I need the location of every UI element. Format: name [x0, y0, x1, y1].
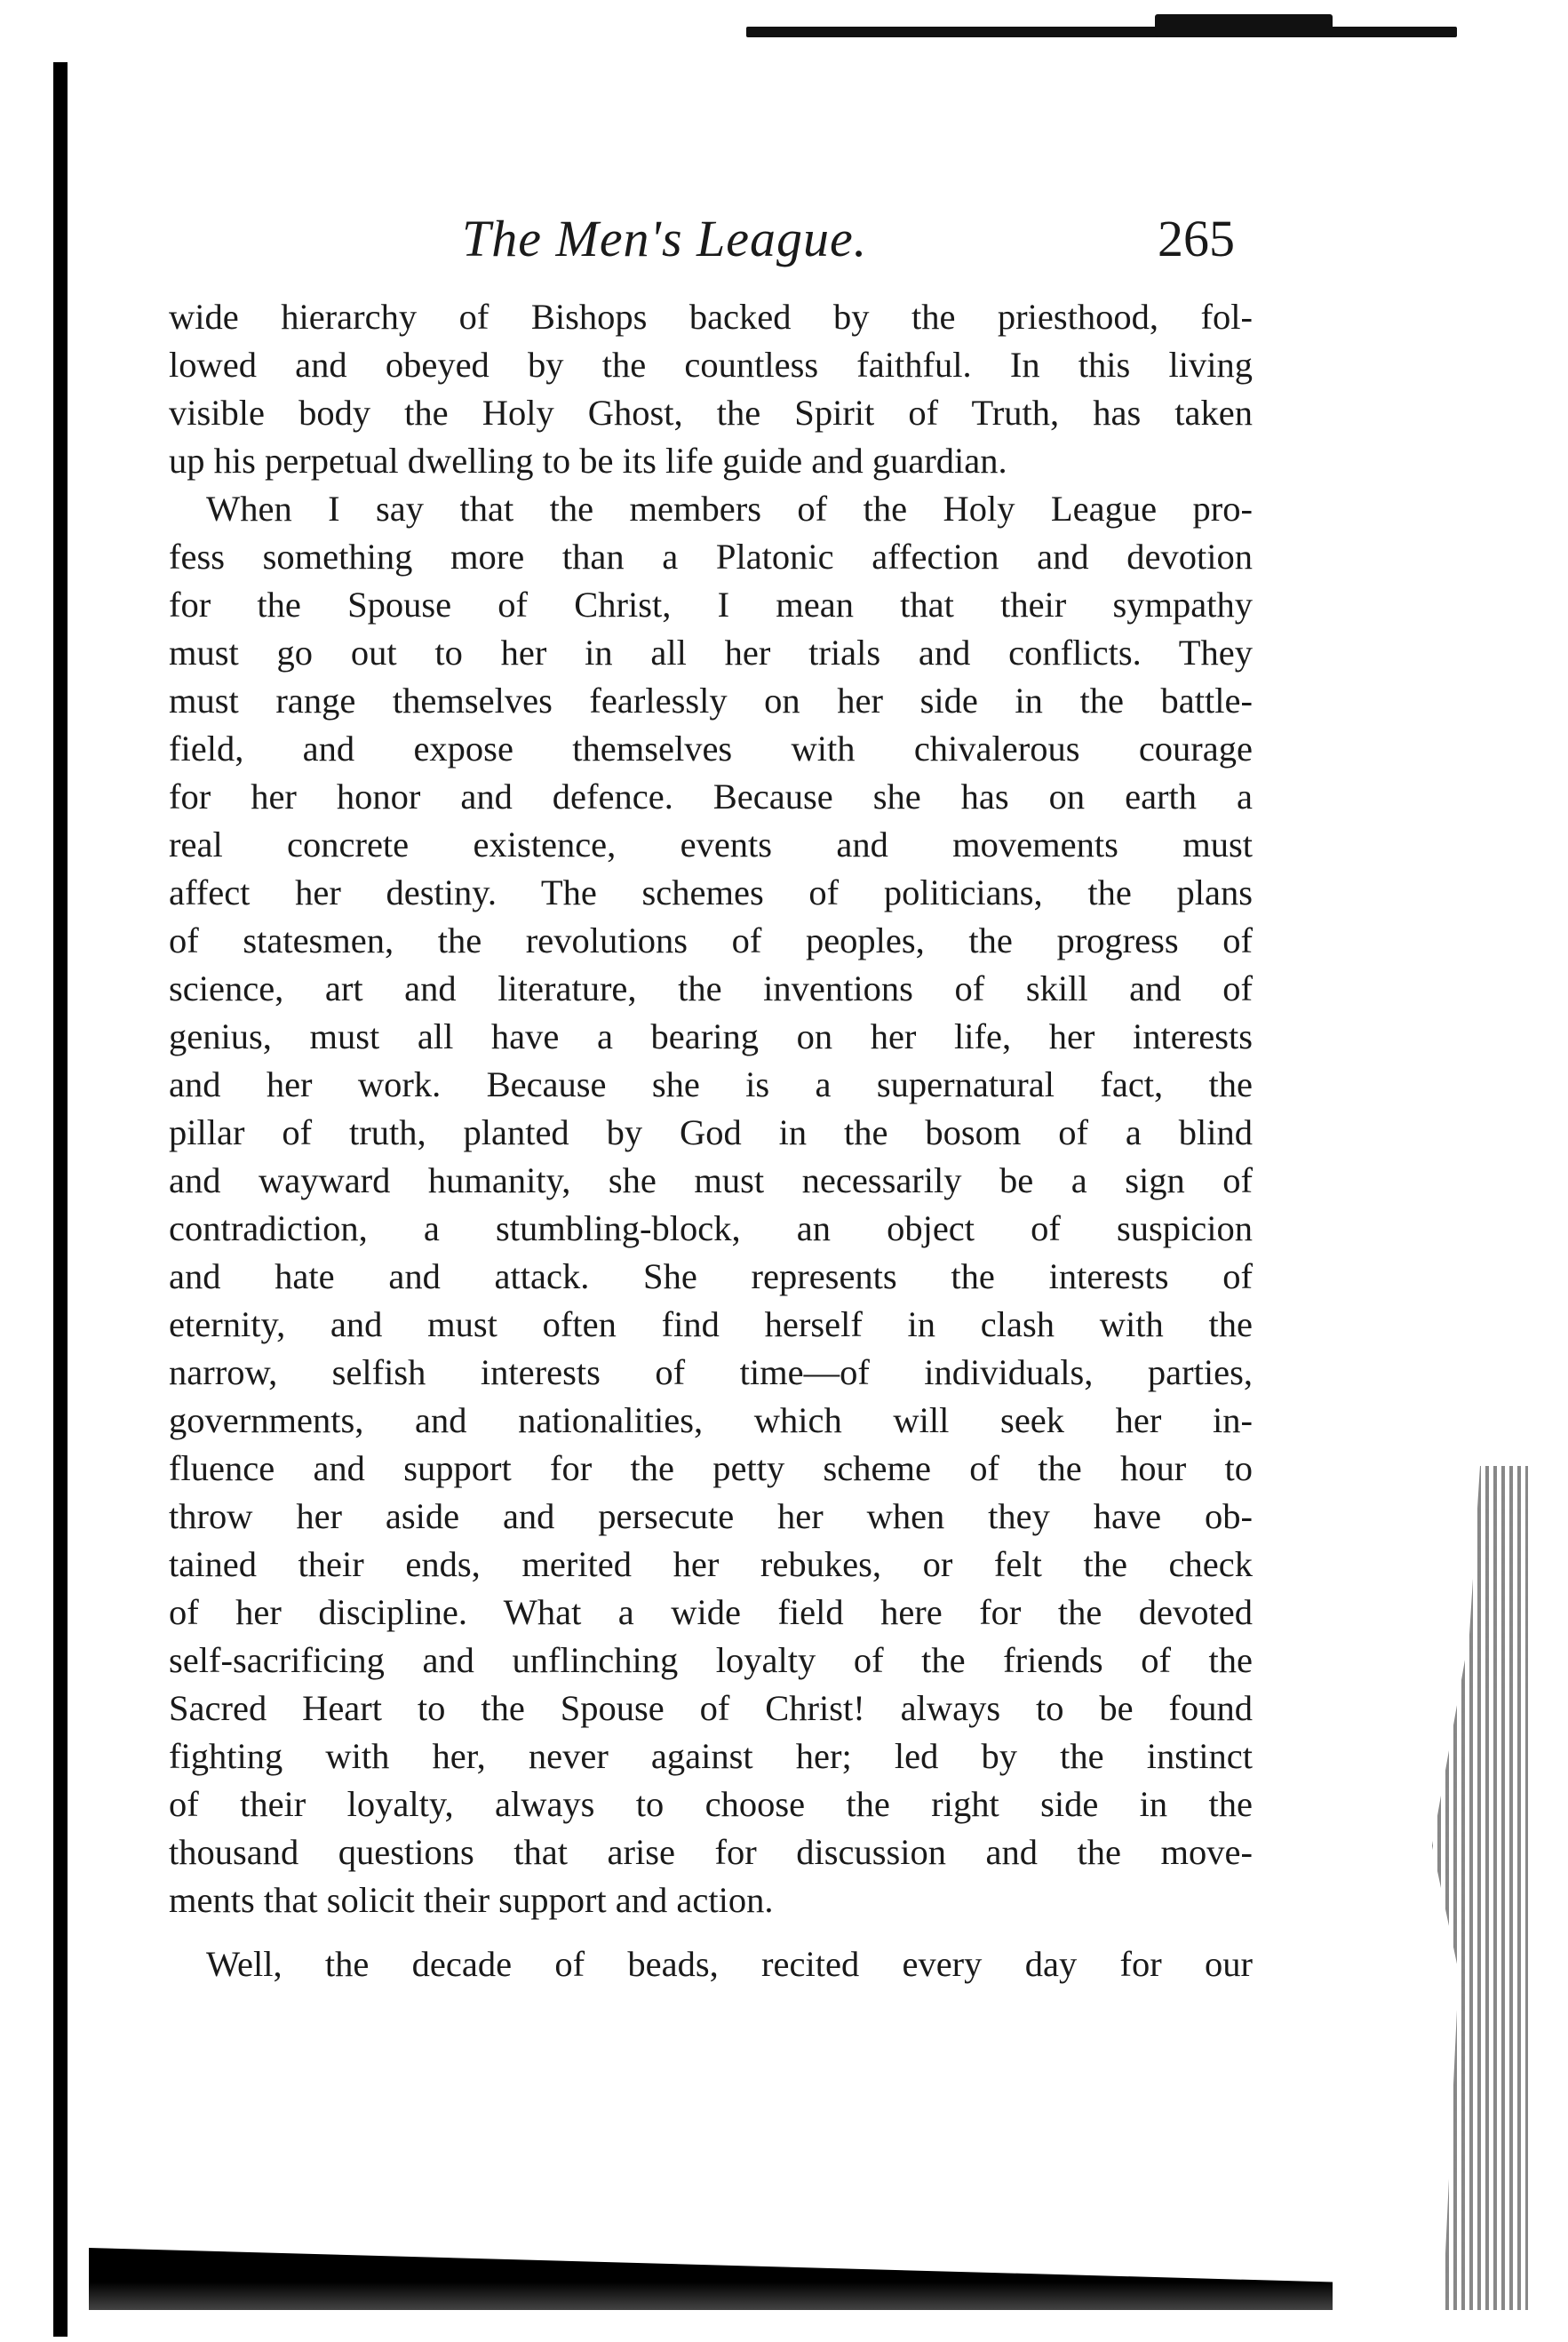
- text-line: wide hierarchy of Bishops backed by the priesthood, fol-: [169, 297, 1253, 337]
- page-number: 265: [1158, 210, 1235, 267]
- text-line: contradiction, a stumbling-block, an object of suspicion: [169, 1208, 1253, 1248]
- text-line: affect her destiny. The schemes of politicians, the plans: [169, 872, 1253, 912]
- text-line: self-sacrificing and unflinching loyalty of the friends of the: [169, 1640, 1253, 1680]
- text-line: lowed and obeyed by the countless faithful. In this living: [169, 345, 1253, 385]
- text-line: genius, must all have a bearing on her life, her interests: [169, 1016, 1253, 1056]
- text-line: and hate and attack. She represents the interests of: [169, 1256, 1253, 1296]
- text-line: of statesmen, the revolutions of peoples, the progress of: [169, 920, 1253, 960]
- text-line: of their loyalty, always to choose the right side in the: [169, 1784, 1253, 1824]
- text-line: narrow, selfish interests of time—of individuals, parties,: [169, 1352, 1253, 1392]
- text-line: for her honor and defence. Because she has on earth a: [169, 777, 1253, 817]
- scan-border-bottom: [89, 2248, 1333, 2310]
- text-line: of her discipline. What a wide field here for the devoted: [169, 1592, 1253, 1632]
- text-line: governments, and nationalities, which will seek her in-: [169, 1400, 1253, 1440]
- text-line: field, and expose themselves with chivalerous courage: [169, 729, 1253, 769]
- text-line: fess something more than a Platonic affection and devotion: [169, 537, 1253, 577]
- text-line: When I say that the members of the Holy League pro-: [206, 489, 1253, 529]
- text-line: and wayward humanity, she must necessarily be a sign of: [169, 1160, 1253, 1200]
- text-line: fluence and support for the petty scheme of the hour to: [169, 1448, 1253, 1488]
- text-line: must range themselves fearlessly on her side in the battle-: [169, 681, 1253, 721]
- scan-border-left: [53, 62, 68, 2337]
- text-line: tained their ends, merited her rebukes, or felt the check: [169, 1544, 1253, 1584]
- running-head: [169, 200, 1253, 280]
- body-text: [169, 293, 1253, 1988]
- text-line: for the Spouse of Christ, I mean that their sympathy: [169, 585, 1253, 625]
- text-line: throw her aside and persecute her when they have ob-: [169, 1496, 1253, 1536]
- text-line: up his perpetual dwelling to be its life guide and guardian.: [169, 441, 1007, 481]
- text-line: and her work. Because she is a supernatural fact, the: [169, 1064, 1253, 1104]
- page-title: The Men's League.: [462, 210, 868, 267]
- text-line: visible body the Holy Ghost, the Spirit of Truth, has taken: [169, 393, 1253, 433]
- text-line: pillar of truth, planted by God in the bosom of a blind: [169, 1112, 1253, 1152]
- text-line: Well, the decade of beads, recited every day for our: [206, 1944, 1253, 1984]
- text-line: real concrete existence, events and movements must: [169, 824, 1253, 864]
- text-line: fighting with her, never against her; led by the instinct: [169, 1736, 1253, 1776]
- text-line: must go out to her in all her trials and conflicts. They: [169, 633, 1253, 673]
- text-line: Sacred Heart to the Spouse of Christ! always to be found: [169, 1688, 1253, 1728]
- text-line: science, art and literature, the inventions of skill and of: [169, 968, 1253, 1008]
- text-line: thousand questions that arise for discussion and the move-: [169, 1832, 1253, 1872]
- scan-border-top: [746, 27, 1457, 37]
- text-line: eternity, and must often find herself in clash with the: [169, 1304, 1253, 1344]
- scan-margin-noise: [1421, 1466, 1528, 2310]
- text-line: ments that solicit their support and action.: [169, 1880, 774, 1920]
